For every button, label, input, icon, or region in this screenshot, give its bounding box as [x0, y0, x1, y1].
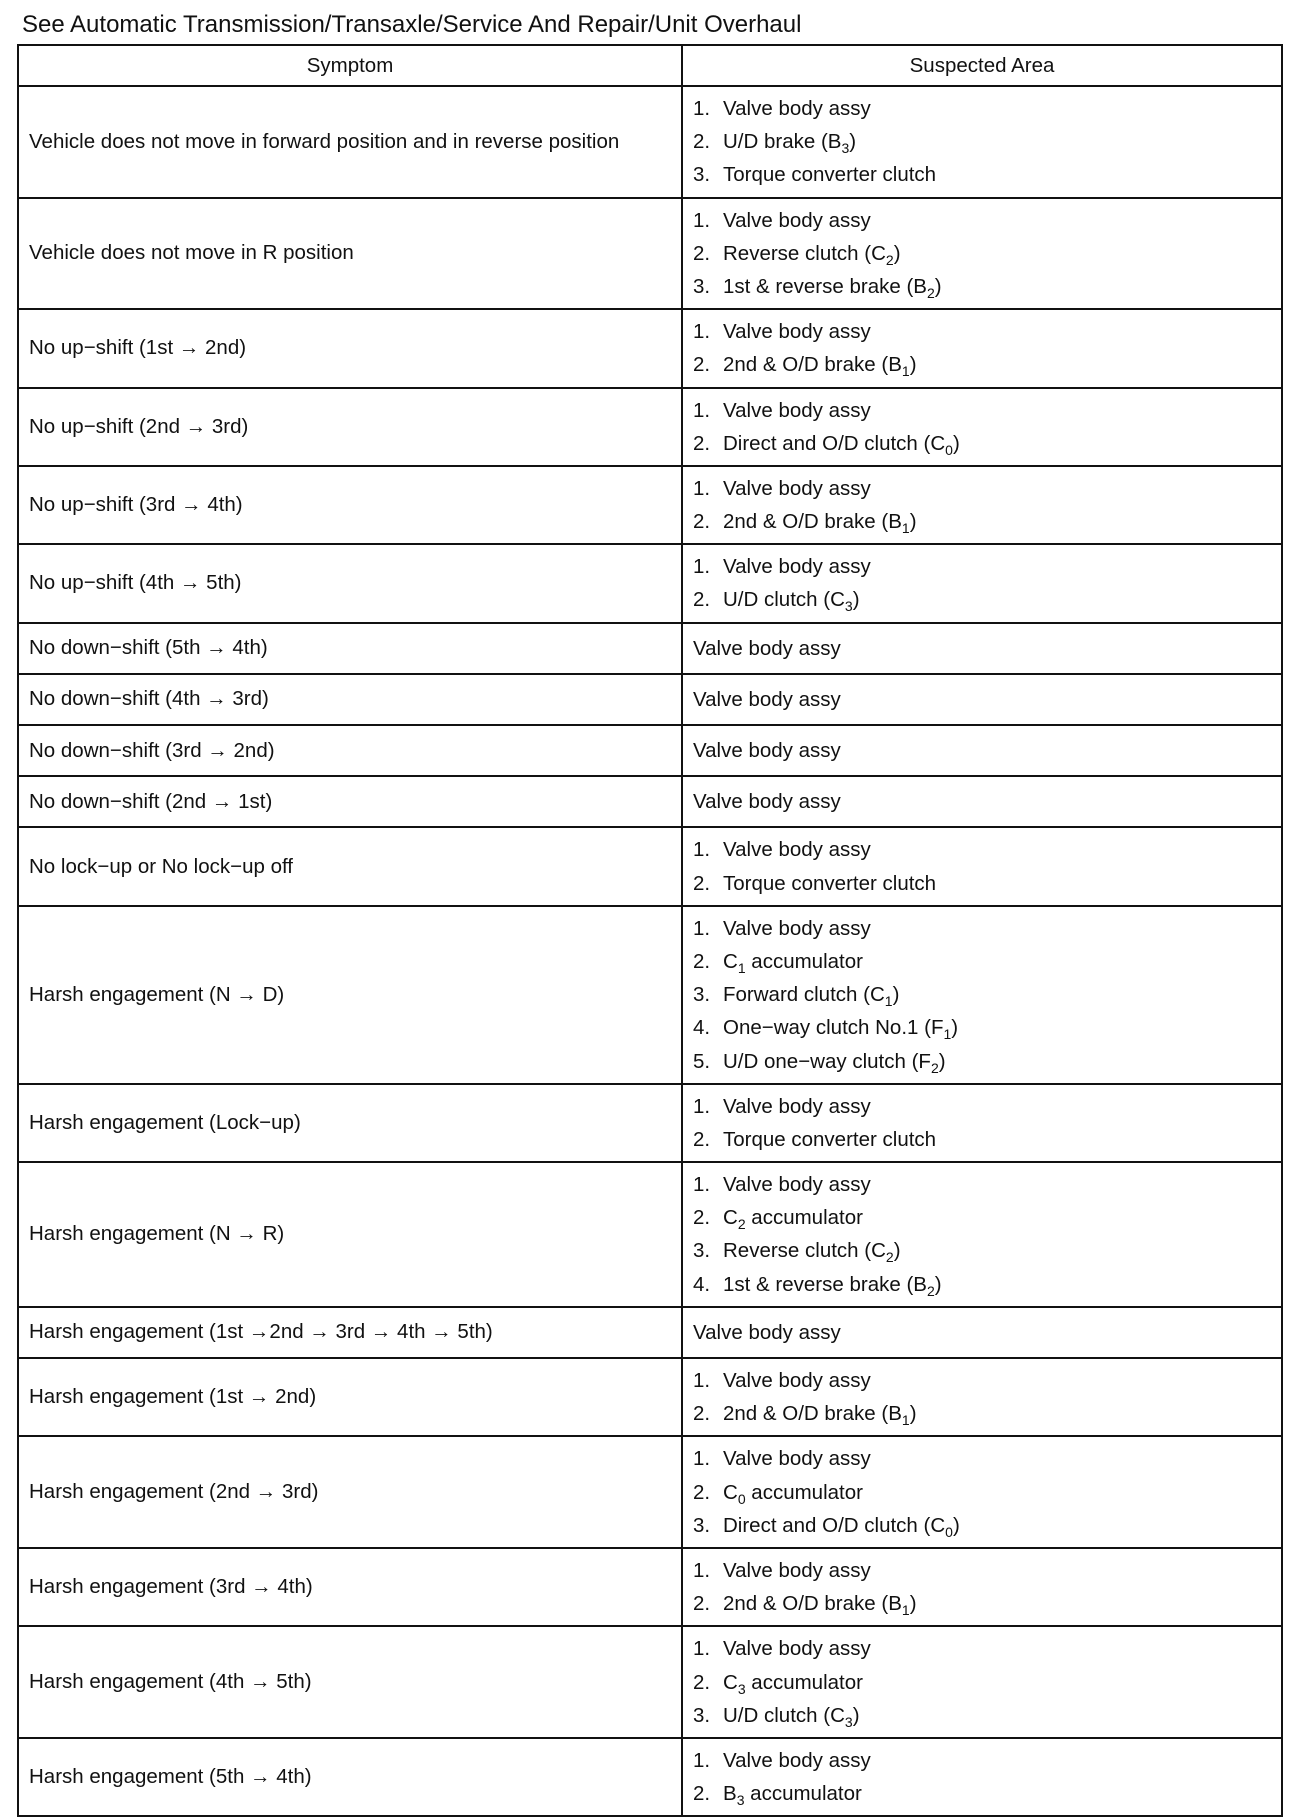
- symptom-table: [17, 44, 1283, 1817]
- symptom-cell: Harsh engagement (3rd → 4th): [18, 1548, 682, 1626]
- item-text: One−way clutch No.1 (F: [723, 1016, 944, 1040]
- suspected-area-item: [693, 1744, 1271, 1777]
- suspected-area-item: [693, 394, 1271, 427]
- suspected-area-item: [693, 1201, 1271, 1234]
- symptom-cell: No down−shift (5th → 4th): [18, 623, 682, 674]
- suspected-area-item: [693, 1011, 1271, 1044]
- item-text: U/D clutch (C: [723, 588, 845, 612]
- symptom-cell: Harsh engagement (N → R): [18, 1162, 682, 1307]
- item-subscript: 2: [885, 1249, 894, 1266]
- item-text: Torque converter clutch: [723, 163, 937, 187]
- table-row: [18, 1307, 1282, 1358]
- symptom-cell: Harsh engagement (1st →2nd → 3rd → 4th → 5th): [18, 1307, 682, 1358]
- suspected-area-item: [693, 1587, 1271, 1620]
- item-text: C: [723, 949, 738, 973]
- table-row: [18, 1358, 1282, 1436]
- item-tail: accumulator: [745, 1480, 863, 1504]
- item-tail: ): [852, 1703, 860, 1727]
- item-number: 2.: [693, 1592, 711, 1616]
- item-text: 2nd & O/D brake (B: [723, 1592, 902, 1616]
- suspected-area-item: [693, 1476, 1271, 1509]
- suspected-area-item: [693, 472, 1271, 505]
- suspected-area-item: [693, 1316, 1271, 1349]
- suspected-area-item: [693, 1666, 1271, 1699]
- item-text: 2nd & O/D brake (B: [723, 510, 902, 534]
- item-text: Valve body assy: [723, 1173, 871, 1197]
- item-tail: ): [909, 510, 917, 534]
- item-text: Valve body assy: [723, 916, 871, 940]
- item-number: 3.: [693, 163, 711, 187]
- item-number: 1.: [693, 476, 711, 500]
- symptom-cell: Harsh engagement (5th → 4th): [18, 1738, 682, 1816]
- item-subscript: 3: [844, 1713, 853, 1730]
- item-subscript: 3: [841, 140, 850, 157]
- item-tail: ): [934, 1272, 942, 1296]
- item-number: 1.: [693, 838, 711, 862]
- item-number: 2.: [693, 241, 711, 265]
- table-row: [18, 827, 1282, 905]
- item-subscript: 3: [844, 598, 853, 615]
- item-number: 1.: [693, 1637, 711, 1661]
- item-number: 2.: [693, 431, 711, 455]
- suspected-area-item: [693, 912, 1271, 945]
- page-heading: See Automatic Transmission/Transaxle/Service And Repair/Unit Overhaul: [22, 11, 802, 38]
- item-number: 2.: [693, 1206, 711, 1230]
- item-tail: accumulator: [745, 1206, 863, 1230]
- suspected-area-column-header: Suspected Area: [682, 45, 1282, 86]
- suspected-area-cell: [682, 544, 1282, 622]
- item-text: 2nd & O/D brake (B: [723, 353, 902, 377]
- suspected-area-item: [693, 734, 1271, 767]
- suspected-area-item: [693, 1777, 1271, 1810]
- item-number: 2.: [693, 1127, 711, 1151]
- symptom-cell: No up−shift (2nd → 3rd): [18, 388, 682, 466]
- item-subscript: 0: [945, 441, 953, 458]
- item-text: C: [723, 1206, 738, 1230]
- symptom-cell: No down−shift (2nd → 1st): [18, 776, 682, 827]
- item-number: 4.: [693, 1272, 711, 1296]
- table-header-row: [18, 45, 1282, 86]
- item-tail: ): [952, 1513, 960, 1537]
- suspected-area-item: [693, 683, 1271, 716]
- item-subscript: 3: [736, 1792, 745, 1809]
- item-text: 1st & reverse brake (B: [723, 1272, 927, 1296]
- suspected-area-cell: [682, 1626, 1282, 1738]
- item-text: Valve body assy: [723, 838, 871, 862]
- item-number: 3.: [693, 1703, 711, 1727]
- suspected-area-item: [693, 270, 1271, 303]
- item-number: 2.: [693, 510, 711, 534]
- suspected-area-item: [693, 1699, 1271, 1732]
- suspected-area-item: [693, 92, 1271, 125]
- item-number: 1.: [693, 398, 711, 422]
- item-tail: accumulator: [745, 1670, 863, 1694]
- symptom-cell: Harsh engagement (4th → 5th): [18, 1626, 682, 1738]
- item-subscript: 2: [926, 1282, 935, 1299]
- item-tail: ): [849, 130, 857, 154]
- item-number: 1.: [693, 916, 711, 940]
- item-number: 2.: [693, 949, 711, 973]
- item-number: 3.: [693, 1239, 711, 1263]
- table-row: [18, 1626, 1282, 1738]
- item-subscript: 1: [901, 363, 910, 380]
- item-tail: accumulator: [744, 1782, 862, 1806]
- suspected-area-cell: [682, 1307, 1282, 1358]
- item-number: 2.: [693, 588, 711, 612]
- symptom-cell: Harsh engagement (2nd → 3rd): [18, 1436, 682, 1548]
- suspected-area-cell: [682, 1436, 1282, 1548]
- suspected-area-item: [693, 1632, 1271, 1665]
- item-text: Valve body assy: [723, 1748, 871, 1772]
- item-subscript: 1: [901, 520, 910, 537]
- symptom-cell: No down−shift (4th → 3rd): [18, 674, 682, 725]
- suspected-area-cell: [682, 1162, 1282, 1307]
- suspected-area-item: [693, 1045, 1271, 1078]
- suspected-area-item: [693, 867, 1271, 900]
- item-text: B: [723, 1782, 737, 1806]
- suspected-area-item: [693, 833, 1271, 866]
- suspected-area-item: [693, 632, 1271, 665]
- item-subscript: 1: [943, 1026, 952, 1043]
- item-text: Valve body assy: [693, 739, 841, 762]
- item-text: U/D one−way clutch (F: [723, 1049, 931, 1073]
- symptom-cell: No up−shift (4th → 5th): [18, 544, 682, 622]
- item-text: 1st & reverse brake (B: [723, 274, 927, 298]
- suspected-area-item: [693, 204, 1271, 237]
- item-number: 2.: [693, 1402, 711, 1426]
- item-text: U/D brake (B: [723, 130, 842, 154]
- item-tail: ): [852, 588, 860, 612]
- item-text: Valve body assy: [723, 476, 871, 500]
- item-subscript: 1: [737, 959, 746, 976]
- item-tail: ): [893, 1239, 901, 1263]
- item-text: Valve body assy: [723, 1369, 871, 1392]
- item-subscript: 2: [926, 284, 935, 301]
- suspected-area-item: [693, 1168, 1271, 1201]
- item-number: 1.: [693, 555, 711, 579]
- item-number: 1.: [693, 208, 711, 232]
- item-number: 3.: [693, 274, 711, 298]
- suspected-area-cell: [682, 86, 1282, 198]
- symptom-cell: Harsh engagement (N → D): [18, 906, 682, 1084]
- item-subscript: 1: [901, 1412, 910, 1429]
- item-text: Valve body assy: [723, 320, 871, 344]
- symptom-column-header: Symptom: [18, 45, 682, 86]
- item-text: Direct and O/D clutch (C: [723, 431, 946, 455]
- suspected-area-cell: [682, 198, 1282, 310]
- item-subscript: 2: [737, 1216, 746, 1233]
- item-text: C: [723, 1670, 738, 1694]
- table-body: [18, 86, 1282, 1816]
- suspected-area-item: [693, 237, 1271, 270]
- table-row: [18, 198, 1282, 310]
- item-number: 4.: [693, 1016, 711, 1040]
- item-number: 1.: [693, 1558, 711, 1582]
- table-row: [18, 388, 1282, 466]
- item-subscript: 1: [901, 1602, 910, 1619]
- suspected-area-cell: [682, 1358, 1282, 1436]
- table-row: [18, 309, 1282, 387]
- table-row: [18, 1738, 1282, 1816]
- suspected-area-item: [693, 1090, 1271, 1123]
- suspected-area-item: [693, 978, 1271, 1011]
- suspected-area-item: [693, 158, 1271, 191]
- item-number: 2.: [693, 1782, 711, 1806]
- suspected-area-cell: [682, 388, 1282, 466]
- suspected-area-cell: [682, 776, 1282, 827]
- item-text: Valve body assy: [723, 208, 871, 232]
- table-row: [18, 1548, 1282, 1626]
- item-tail: accumulator: [745, 949, 863, 973]
- item-tail: ): [909, 1592, 917, 1616]
- item-text: Valve body assy: [723, 555, 871, 579]
- symptom-cell: No up−shift (1st → 2nd): [18, 309, 682, 387]
- item-text: Direct and O/D clutch (C: [723, 1513, 946, 1537]
- suspected-area-item: [693, 1554, 1271, 1587]
- item-number: 1.: [693, 320, 711, 344]
- item-tail: ): [909, 1402, 917, 1426]
- item-text: Valve body assy: [723, 1637, 871, 1661]
- symptom-cell: No up−shift (3rd → 4th): [18, 466, 682, 544]
- table-row: [18, 906, 1282, 1084]
- item-tail: ): [934, 274, 942, 298]
- symptom-cell: No lock−up or No lock−up off: [18, 827, 682, 905]
- suspected-area-cell: [682, 466, 1282, 544]
- item-text: Valve body assy: [723, 1094, 871, 1118]
- item-text: Valve body assy: [693, 687, 841, 711]
- suspected-area-cell: [682, 827, 1282, 905]
- suspected-area-cell: [682, 623, 1282, 674]
- item-number: 1.: [693, 1094, 711, 1118]
- item-number: 5.: [693, 1049, 711, 1073]
- suspected-area-item: [693, 1234, 1271, 1267]
- item-subscript: 3: [737, 1680, 746, 1697]
- item-text: Valve body assy: [723, 1447, 871, 1471]
- item-text: C: [723, 1480, 738, 1504]
- item-tail: ): [951, 1016, 959, 1040]
- suspected-area-item: [693, 505, 1271, 538]
- symptom-cell: No down−shift (3rd → 2nd): [18, 725, 682, 776]
- suspected-area-item: [693, 1509, 1271, 1542]
- item-tail: ): [909, 353, 917, 377]
- item-number: 1.: [693, 1447, 711, 1471]
- item-subscript: 0: [945, 1523, 953, 1540]
- table-row: [18, 86, 1282, 198]
- suspected-area-cell: [682, 1548, 1282, 1626]
- table-row: [18, 1436, 1282, 1548]
- suspected-area-cell: [682, 906, 1282, 1084]
- symptom-cell: Harsh engagement (Lock−up): [18, 1084, 682, 1162]
- item-text: Valve body assy: [723, 398, 871, 422]
- item-text: U/D clutch (C: [723, 1703, 845, 1727]
- suspected-area-item: [693, 785, 1271, 818]
- suspected-area-item: [693, 1123, 1271, 1156]
- suspected-area-item: [693, 550, 1271, 583]
- suspected-area-item: [693, 427, 1271, 460]
- table-row: [18, 725, 1282, 776]
- item-number: 2.: [693, 1670, 711, 1694]
- item-text: Valve body assy: [693, 636, 841, 660]
- item-tail: ): [938, 1049, 946, 1073]
- item-tail: ): [892, 983, 900, 1007]
- symptom-cell: Vehicle does not move in forward position and in reverse position: [18, 86, 682, 198]
- item-number: 2.: [693, 871, 711, 895]
- item-number: 2.: [693, 353, 711, 377]
- table-row: [18, 776, 1282, 827]
- item-number: 3.: [693, 1513, 711, 1537]
- symptom-cell: Vehicle does not move in R position: [18, 198, 682, 310]
- item-text: Reverse clutch (C: [723, 1239, 886, 1263]
- suspected-area-item: [693, 1397, 1271, 1430]
- item-subscript: 0: [737, 1490, 746, 1507]
- item-text: Valve body assy: [723, 1558, 871, 1582]
- suspected-area-cell: [682, 309, 1282, 387]
- table-row: [18, 623, 1282, 674]
- item-subscript: 1: [884, 993, 893, 1010]
- suspected-area-cell: [682, 1084, 1282, 1162]
- item-subscript: 2: [885, 251, 894, 268]
- item-number: 1.: [693, 1748, 711, 1772]
- item-tail: ): [952, 431, 960, 455]
- item-text: Torque converter clutch: [723, 871, 937, 895]
- suspected-area-item: [693, 315, 1271, 348]
- item-tail: ): [893, 241, 901, 265]
- item-text: Torque converter clutch: [723, 1127, 937, 1151]
- suspected-area-item: [693, 1442, 1271, 1475]
- suspected-area-item: [693, 1268, 1271, 1301]
- table-row: [18, 466, 1282, 544]
- suspected-area-item: [693, 125, 1271, 158]
- suspected-area-item: [693, 1364, 1271, 1397]
- item-number: 1.: [693, 1369, 711, 1392]
- item-number: 2.: [693, 1480, 711, 1504]
- suspected-area-item: [693, 348, 1271, 381]
- item-text: Reverse clutch (C: [723, 241, 886, 265]
- item-number: 1.: [693, 97, 711, 120]
- table-row: [18, 1084, 1282, 1162]
- item-text: Valve body assy: [693, 790, 841, 814]
- item-text: 2nd & O/D brake (B: [723, 1402, 902, 1426]
- suspected-area-item: [693, 945, 1271, 978]
- table-row: [18, 1162, 1282, 1307]
- item-number: 1.: [693, 1173, 711, 1197]
- suspected-area-cell: [682, 674, 1282, 725]
- table-row: [18, 544, 1282, 622]
- item-subscript: 2: [930, 1059, 939, 1076]
- suspected-area-item: [693, 583, 1271, 616]
- suspected-area-cell: [682, 725, 1282, 776]
- item-number: 2.: [693, 130, 711, 154]
- symptom-cell: Harsh engagement (1st → 2nd): [18, 1358, 682, 1436]
- item-text: Valve body assy: [693, 1320, 841, 1344]
- item-number: 3.: [693, 983, 711, 1007]
- suspected-area-cell: [682, 1738, 1282, 1816]
- item-text: Valve body assy: [723, 97, 871, 120]
- table-row: [18, 674, 1282, 725]
- item-text: Forward clutch (C: [723, 983, 885, 1007]
